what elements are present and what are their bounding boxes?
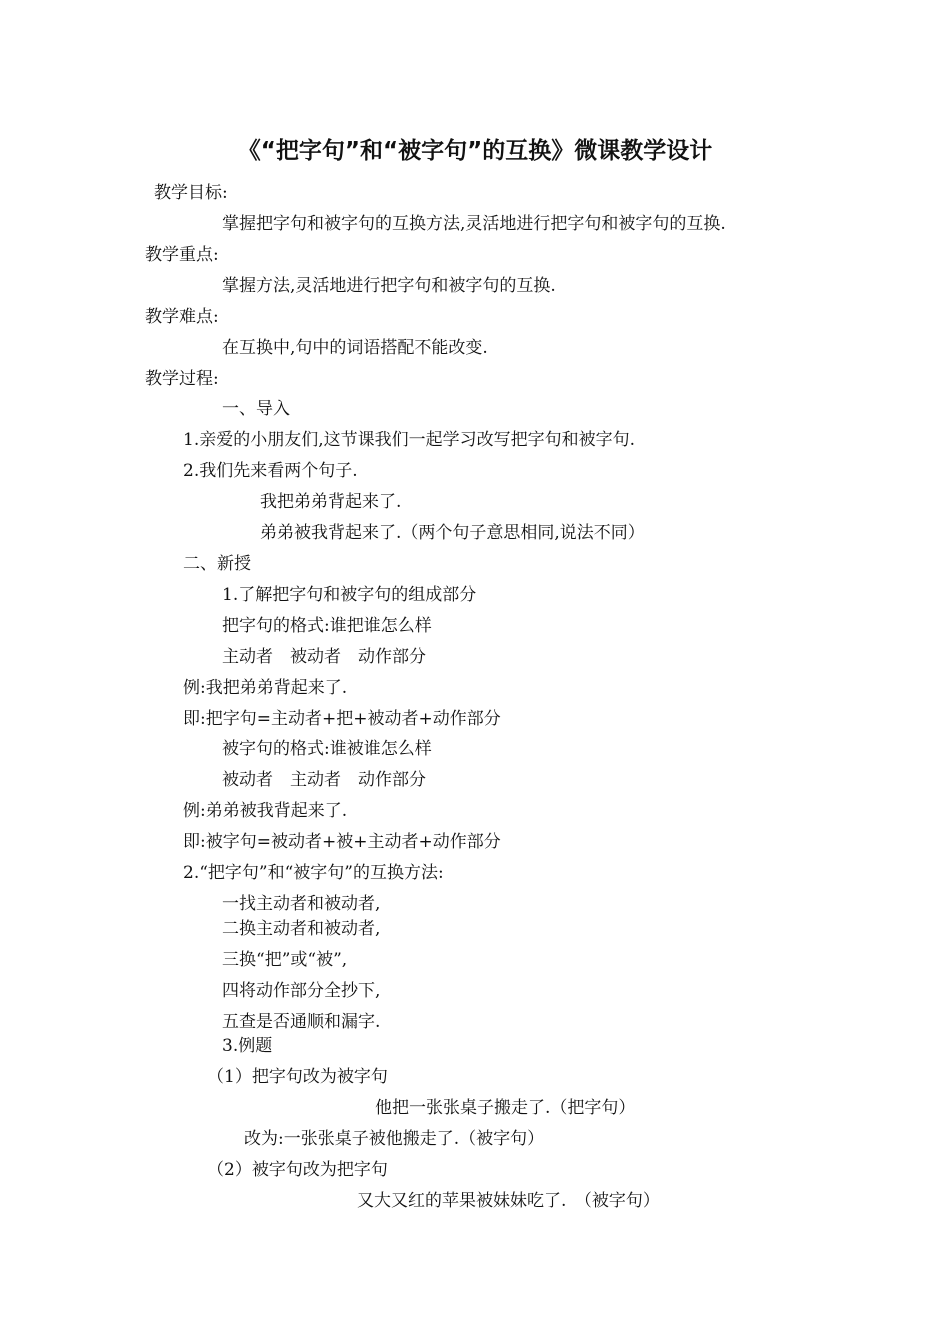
example-1-heading: （1）把字句改为被字句 — [207, 1067, 388, 1087]
new-lesson-item-3: 3.例题 — [222, 1036, 273, 1056]
ba-format: 把字句的格式:谁把谁怎么样 — [222, 616, 432, 636]
intro-item-2: 2.我们先来看两个句子. — [183, 461, 358, 481]
new-lesson-item-1: 1.了解把字句和被字句的组成部分 — [222, 585, 477, 605]
intro-sentence-1: 我把弟弟背起来了. — [260, 492, 402, 512]
new-lesson-item-2: 2.“把字句”和“被字句”的互换方法: — [183, 863, 444, 883]
bei-formula: 即:被字句=被动者+被+主动者+动作部分 — [183, 832, 501, 852]
method-step: 二换主动者和被动者, — [222, 919, 381, 939]
method-step: 四将动作部分全抄下, — [222, 981, 381, 1001]
new-lesson-heading: 二、新授 — [183, 554, 251, 574]
bei-format: 被字句的格式:谁被谁怎么样 — [222, 739, 432, 759]
objectives-text: 掌握把字句和被字句的互换方法,灵活地进行把字句和被字句的互换. — [222, 214, 726, 234]
intro-heading: 一、导入 — [222, 399, 290, 419]
intro-sentence-2: 弟弟被我背起来了.（两个句子意思相同,说法不同） — [260, 523, 645, 543]
method-step: 一找主动者和被动者, — [222, 894, 381, 914]
intro-item-1: 1.亲爱的小朋友们,这节课我们一起学习改写把字句和被字句. — [183, 430, 636, 450]
page-title: 《“把字句”和“被字句”的互换》微课教学设计 — [237, 138, 713, 164]
bei-example: 例:弟弟被我背起来了. — [183, 801, 348, 821]
key-points-heading: 教学重点: — [145, 245, 219, 265]
ba-parts: 主动者 被动者 动作部分 — [222, 647, 426, 667]
objectives-heading: 教学目标: — [154, 183, 228, 203]
method-step: 五查是否通顺和漏字. — [222, 1012, 381, 1032]
ba-formula: 即:把字句=主动者+把+被动者+动作部分 — [183, 709, 501, 729]
example-2-heading: （2）被字句改为把字句 — [207, 1160, 388, 1180]
example-2-sentence: 又大又红的苹果被妹妹吃了. （被字句） — [357, 1191, 660, 1211]
key-points-text: 掌握方法,灵活地进行把字句和被字句的互换. — [222, 276, 556, 296]
difficulties-heading: 教学难点: — [145, 307, 219, 327]
method-step: 三换“把”或“被”, — [222, 950, 348, 970]
ba-example: 例:我把弟弟背起来了. — [183, 678, 348, 698]
difficulties-text: 在互换中,句中的词语搭配不能改变. — [222, 338, 488, 358]
example-1-sentence: 他把一张张桌子搬走了.（把字句） — [375, 1098, 636, 1118]
process-heading: 教学过程: — [145, 369, 219, 389]
bei-parts: 被动者 主动者 动作部分 — [222, 770, 426, 790]
example-1-answer: 改为:一张张桌子被他搬走了.（被字句） — [244, 1129, 545, 1149]
